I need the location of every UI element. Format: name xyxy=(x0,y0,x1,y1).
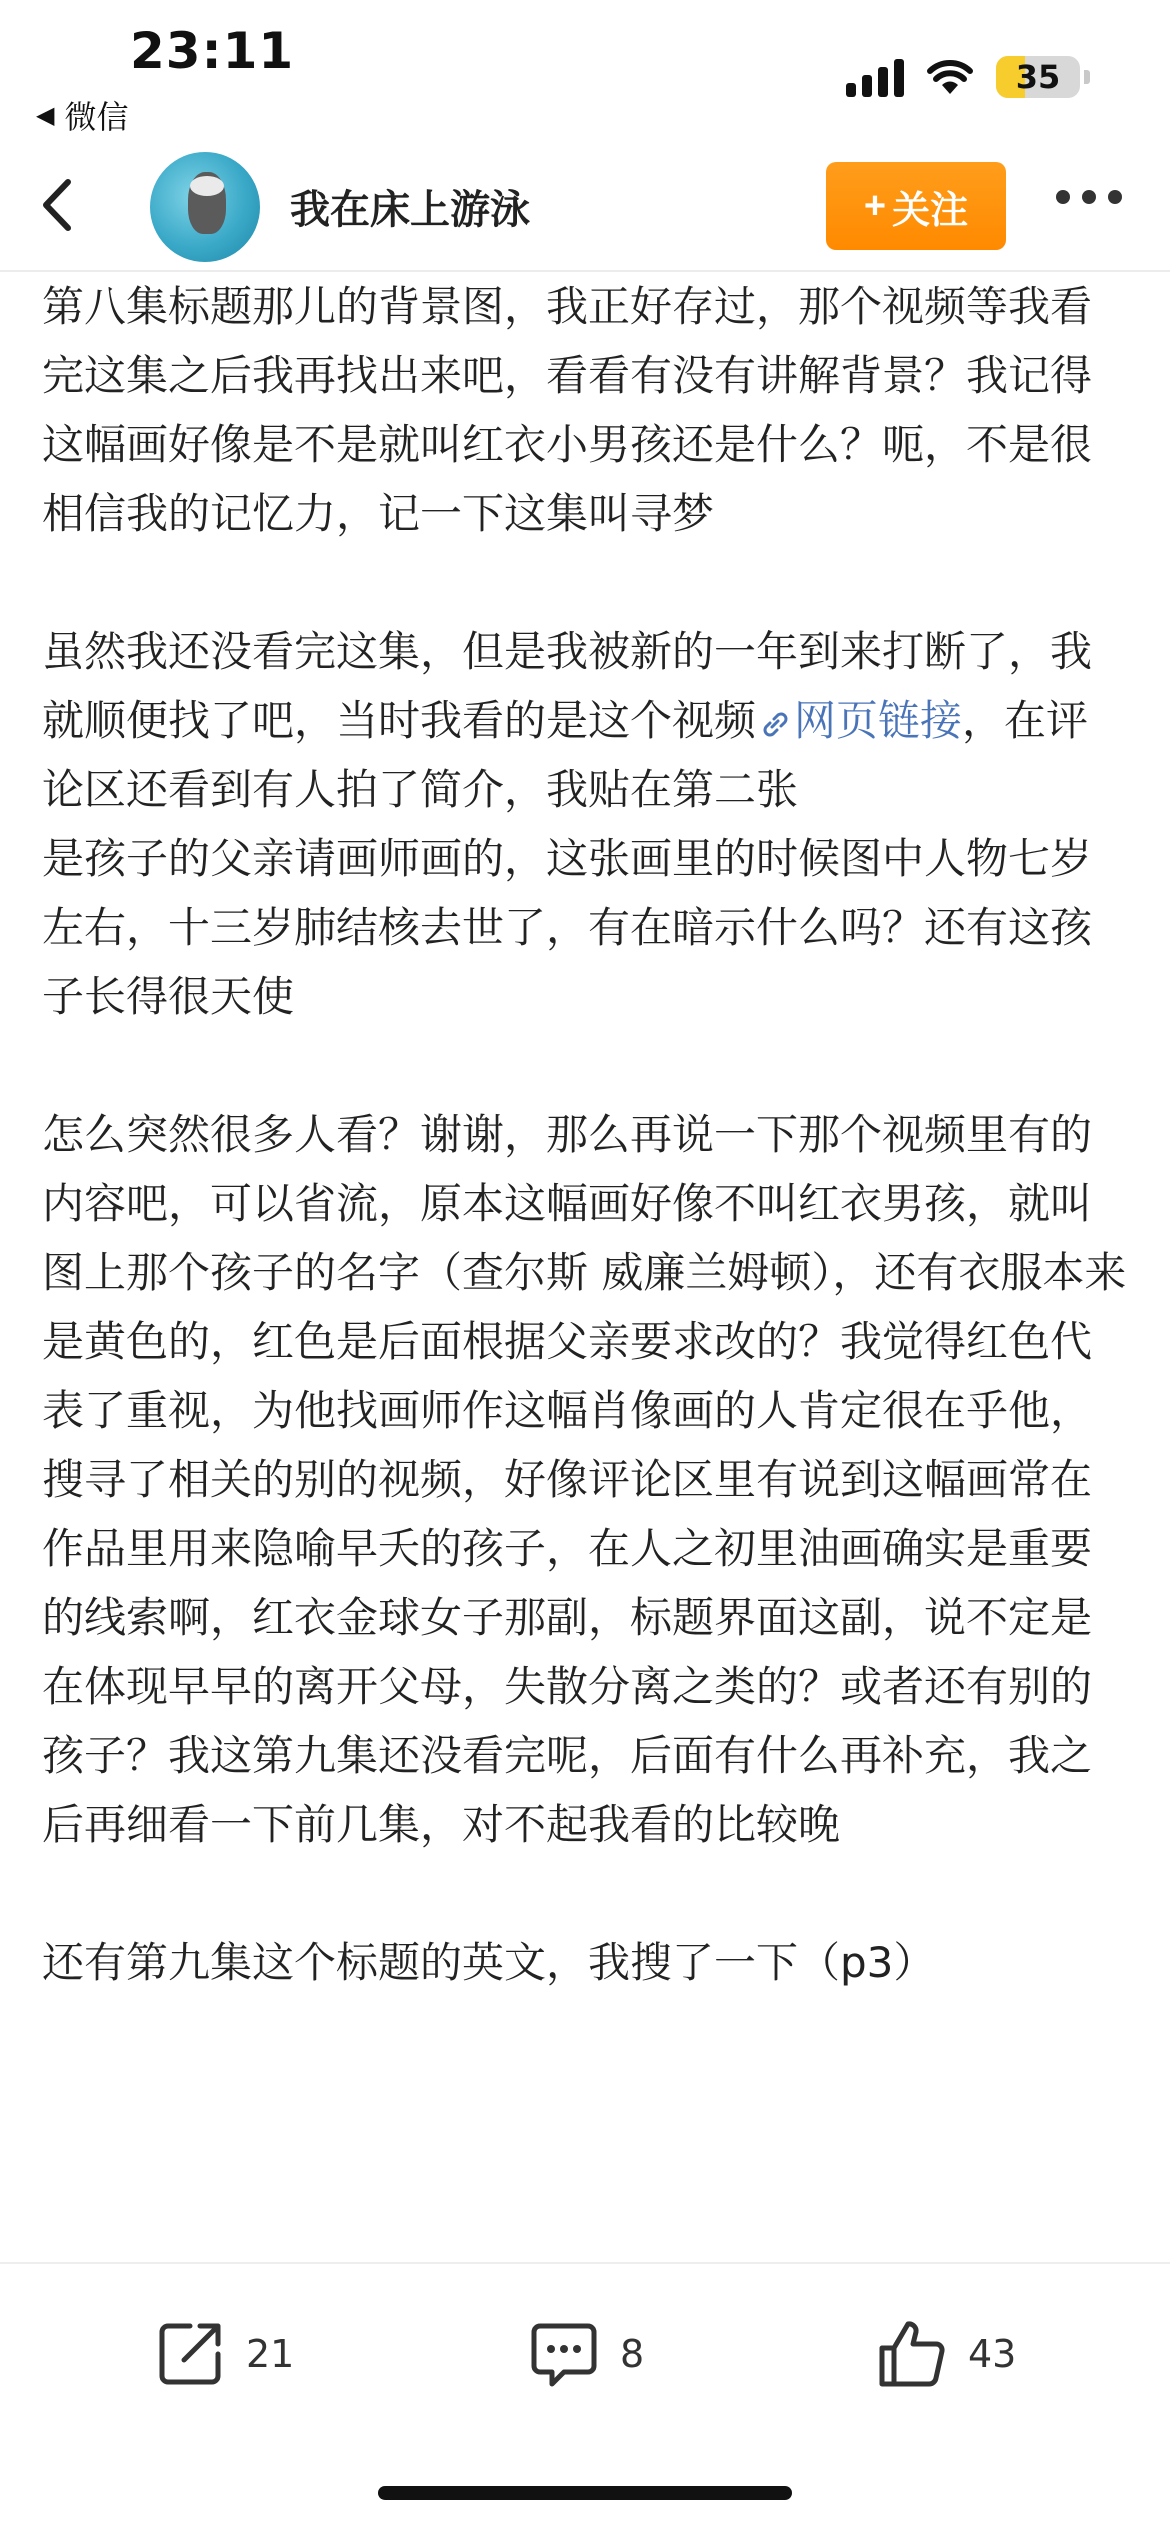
share-button[interactable] xyxy=(150,2314,294,2394)
post-text: 虽然我还没看完这集，但是我被新的一年到来打断了，我就顺便找了吧，当时我看的是这个视频 xyxy=(42,627,1093,745)
status-time: 23:11 xyxy=(130,22,295,80)
author-nickname[interactable]: 我在床上游泳 xyxy=(290,187,530,233)
back-app-label: 微信 xyxy=(64,98,129,136)
back-button[interactable] xyxy=(30,170,90,240)
post-paragraph: 还有第九集这个标题的英文，我搜了一下（p3） xyxy=(42,1938,936,1987)
post-paragraph xyxy=(42,617,1128,824)
link-icon xyxy=(758,707,792,741)
back-triangle-icon: ◀ xyxy=(36,101,55,129)
post-paragraph: 怎么突然很多人看？谢谢，那么再说一下那个视频里有的内容吧，可以省流，原本这幅画好像不叫红衣男孩，就叫图上那个孩子的名字（查尔斯 威廉兰姆顿），还有衣服本来是黄色的，红色是后面根据父亲要求改的？我觉得红色代表了重视，为他找画师作这幅肖像画的人肯定很在乎他，搜寻了相关的别的视频，好像评论区里有说到这幅画常在作品里用来隐喻早夭的孩子，在人之初里油画确实是重要的线索啊，红衣金球女子那副，标题界面这副，说不定是在体现早早的离开父母，失散分离之类的？或者还有别的孩子？我这第九集还没看完呢，后面有什么再补充，我之后再细看一下前几集，对不起我看的比较晚 xyxy=(42,1110,1127,1849)
like-icon xyxy=(872,2314,952,2394)
like-count: 43 xyxy=(968,2332,1017,2376)
signal-icon xyxy=(846,57,904,97)
follow-button[interactable] xyxy=(826,162,1006,250)
post-paragraph: 第八集标题那儿的背景图，我正好存过，那个视频等我看完这集之后我再找出来吧，看看有没有讲解背景？我记得这幅画好像是不是就叫红衣小男孩还是什么？呃，不是很相信我的记忆力，记一下这集叫寻梦 xyxy=(42,282,1093,538)
plus-icon: + xyxy=(863,184,887,227)
post-paragraph: 是孩子的父亲请画师画的，这张画里的时候图中人物七岁左右，十三岁肺结核去世了，有在暗示什么吗？还有这孩子长得很天使 xyxy=(42,834,1093,1021)
battery-icon xyxy=(996,56,1080,98)
post-text: ，在评论区还看到有人拍了简介，我贴在第二张 xyxy=(42,696,1089,814)
back-to-app[interactable] xyxy=(36,92,128,138)
comment-count: 8 xyxy=(620,2332,645,2376)
nav-bar xyxy=(0,140,1170,272)
home-indicator xyxy=(378,2486,792,2500)
status-bar xyxy=(0,0,1170,140)
avatar[interactable] xyxy=(150,152,260,262)
follow-label: 关注 xyxy=(892,189,969,232)
wifi-icon xyxy=(926,58,974,96)
chevron-left-icon xyxy=(30,170,90,240)
web-link[interactable] xyxy=(756,696,962,745)
comment-icon xyxy=(524,2314,604,2394)
battery-tip xyxy=(1084,70,1090,84)
share-icon xyxy=(150,2314,230,2394)
action-bar xyxy=(0,2262,1170,2532)
more-icon[interactable] xyxy=(1056,190,1122,204)
web-link-label: 网页链接 xyxy=(794,696,963,745)
battery-level: 35 xyxy=(1015,58,1061,96)
status-icons xyxy=(846,56,1090,98)
like-button[interactable] xyxy=(872,2314,1016,2394)
post-content xyxy=(42,272,1128,2262)
share-count: 21 xyxy=(246,2332,295,2376)
comment-button[interactable] xyxy=(524,2314,644,2394)
